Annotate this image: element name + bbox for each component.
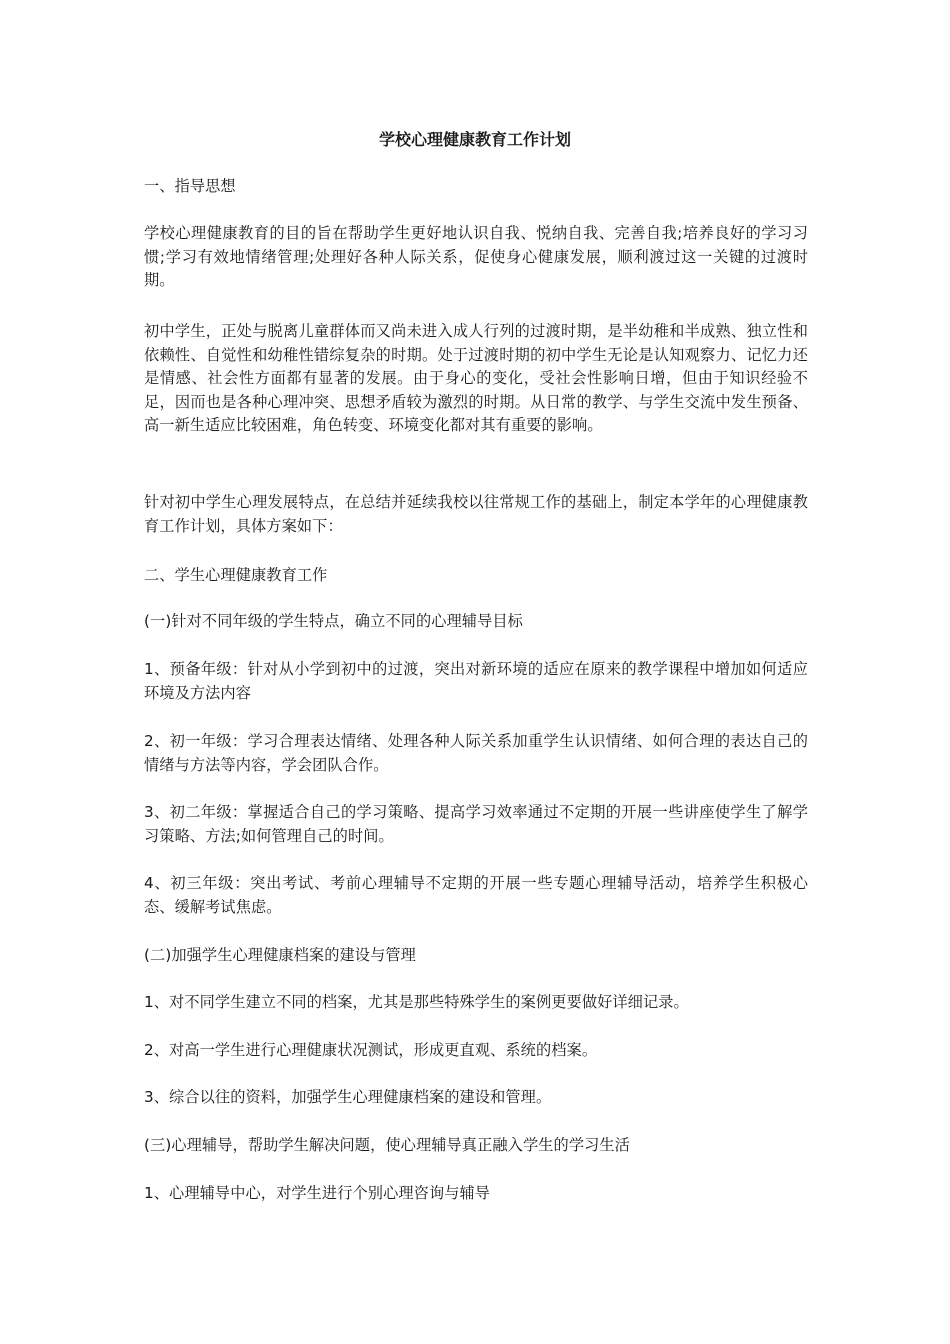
list-item-grade-three: 4、初三年级：突出考试、考前心理辅导不定期的开展一些专题心理辅导活动，培养学生积极心态、缓解考试焦虑。 [144, 874, 808, 916]
subheading-grade-goals: (一)针对不同年级的学生特点，确立不同的心理辅导目标 [144, 612, 523, 630]
section-heading-student-work: 二、学生心理健康教育工作 [144, 566, 328, 584]
section-heading-guiding-ideology: 一、指导思想 [144, 177, 236, 195]
document-title: 学校心理健康教育工作计划 [378, 130, 571, 149]
list-item-archive-3: 3、综合以往的资料，加强学生心理健康档案的建设和管理。 [144, 1088, 552, 1106]
list-item-prep-grade: 1、预备年级：针对从小学到初中的过渡，突出对新环境的适应在原来的教学课程中增加如何适应环境及方法内容 [144, 660, 808, 702]
paragraph-student-characteristics: 初中学生，正处与脱离儿童群体而又尚未进入成人行列的过渡时期，是半幼稚和半成熟、独立性和依赖性、自觉性和幼稚性错综复杂的时期。处于过渡时期的初中学生无论是认知观察力、记忆力还是情感、社会性方面都有显著的发展。由于身心的变化，受社会性影响日增，但由于知识经验不足，因而也是各种心理冲突、思想矛盾较为激烈的时期。从日常的教学、与学生交流中发生预备、高一新生适应比较困难，角色转变、环境变化都对其有重要的影响。 [144, 322, 808, 434]
list-item-grade-two: 3、初二年级：掌握适合自己的学习策略、提高学习效率通过不定期的开展一些讲座使学生了解学习策略、方法;如何管理自己的时间。 [144, 803, 808, 845]
list-item-archive-1: 1、对不同学生建立不同的档案，尤其是那些特殊学生的案例更要做好详细记录。 [144, 993, 689, 1011]
subheading-archive: (二)加强学生心理健康档案的建设与管理 [144, 946, 416, 964]
paragraph-purpose: 学校心理健康教育的目的旨在帮助学生更好地认识自我、悦纳自我、完善自我;培养良好的学习习惯;学习有效地情绪管理;处理好各种人际关系，促使身心健康发展，顺利渡过这一关键的过渡时期。 [144, 224, 808, 289]
list-item-grade-one: 2、初一年级：学习合理表达情绪、处理各种人际关系加重学生认识情绪、如何合理的表达自己的情绪与方法等内容，学会团队合作。 [144, 732, 808, 774]
list-item-archive-2: 2、对高一学生进行心理健康状况测试，形成更直观、系统的档案。 [144, 1041, 598, 1059]
list-item-counseling-1: 1、心理辅导中心，对学生进行个别心理咨询与辅导 [144, 1184, 491, 1202]
subheading-counseling: (三)心理辅导，帮助学生解决问题，使心理辅导真正融入学生的学习生活 [144, 1136, 630, 1154]
paragraph-plan-intro: 针对初中学生心理发展特点，在总结并延续我校以往常规工作的基础上，制定本学年的心理健康教育工作计划，具体方案如下： [144, 493, 808, 535]
